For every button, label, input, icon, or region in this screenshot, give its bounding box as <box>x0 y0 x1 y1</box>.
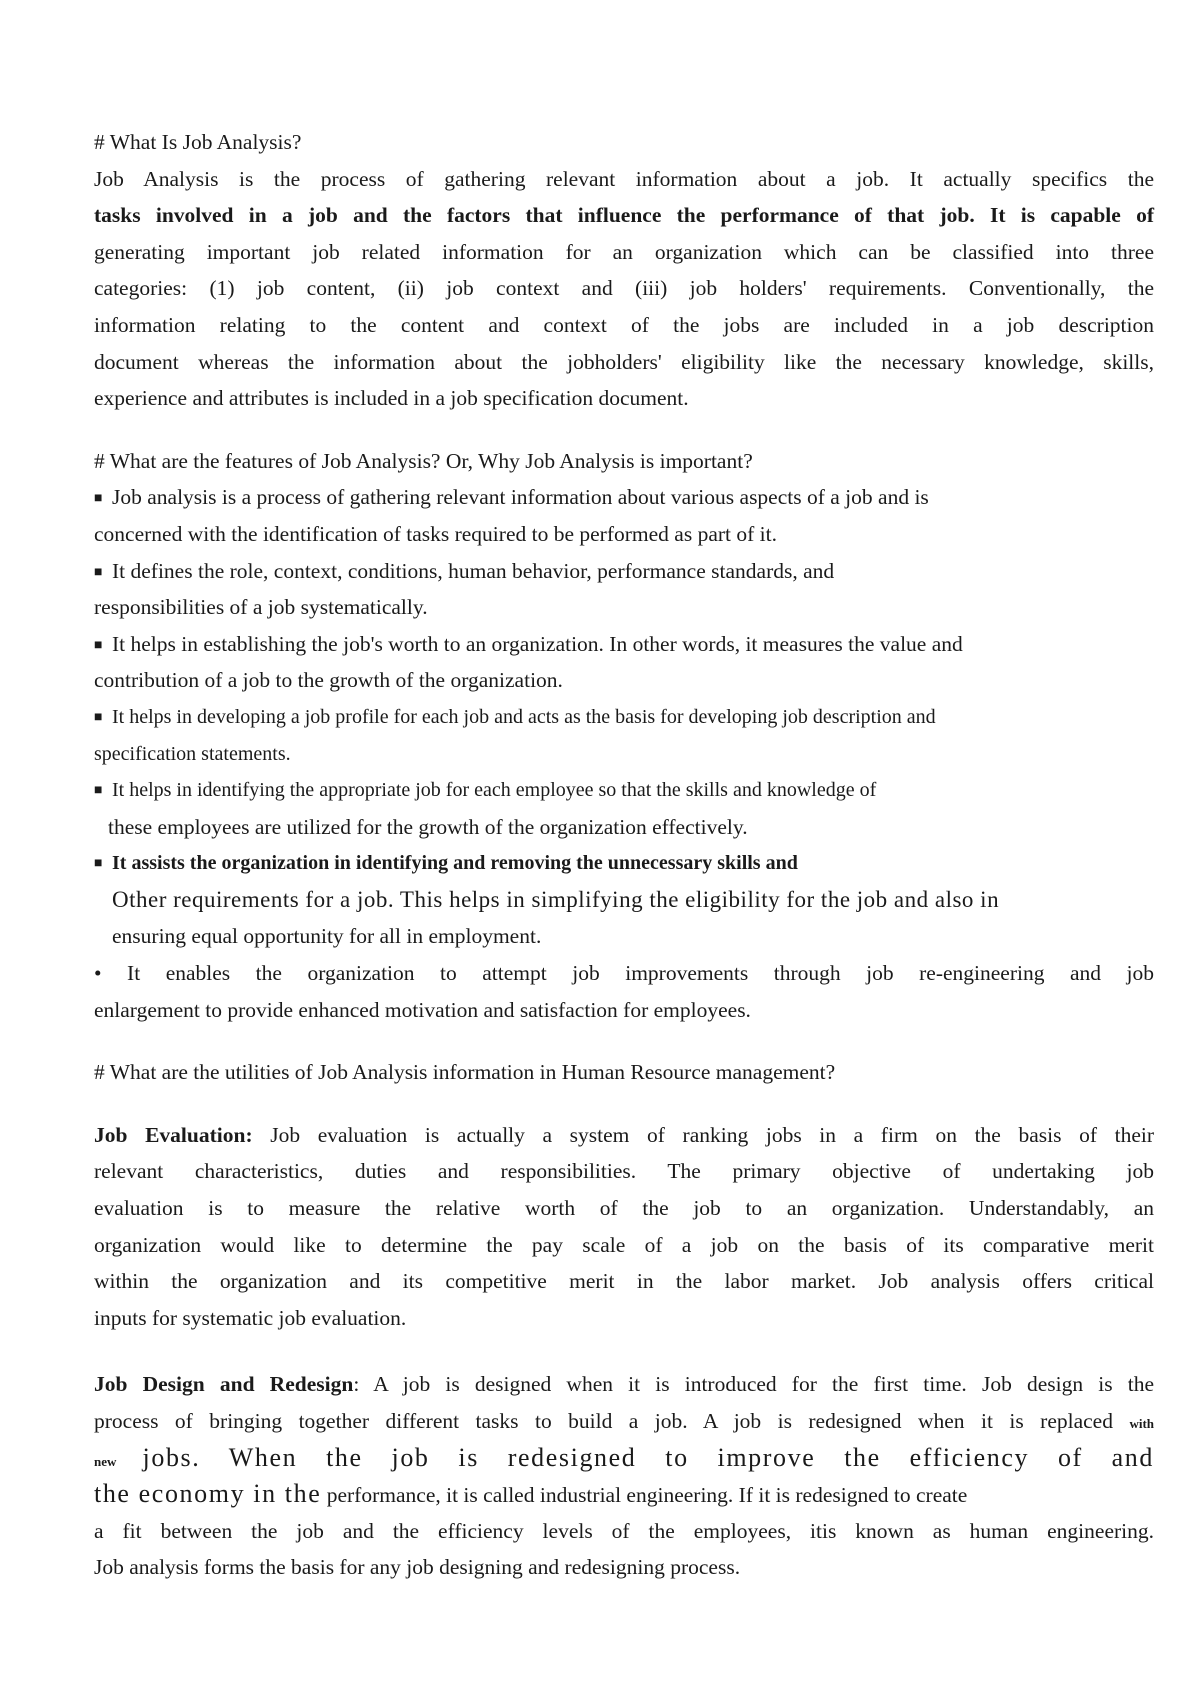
paragraph-line: evaluation is to measure the relative worth of the job to an organization. Understandably, an <box>94 1196 1154 1221</box>
heading-features: # What are the features of Job Analysis? Or, Why Job Analysis is important? <box>94 448 753 473</box>
bullet-item <box>94 845 1154 882</box>
bullet-continuation: concerned with the identification of tasks required to be performed as part of it. <box>94 521 777 546</box>
paragraph-line: Job Analysis is the process of gathering relevant information about a job. It actually specifics the <box>94 166 1154 191</box>
bullet-text: It helps in identifying the appropriate job for each employee so that the skills and knowledge of <box>112 779 877 802</box>
bullet-item <box>94 699 1154 736</box>
heading-what-is: # What Is Job Analysis? <box>94 130 302 154</box>
bullet-continuation: contribution of a job to the growth of the organization. <box>94 668 563 693</box>
bullet-item <box>94 626 1154 663</box>
job-design-wide-text: the economy in the <box>94 1479 322 1509</box>
paragraph-line: categories: (1) job content, (ii) job context and (iii) job holders' requirements. Conventionally, the <box>94 276 1154 301</box>
paragraph-line: experience and attributes is included in a job specification document. <box>94 386 689 411</box>
bullet-text: Job analysis is a process of gathering relevant information about various aspects of a job and is <box>112 485 929 510</box>
paragraph-line: generating important job related information for an organization which can be classified into three <box>94 239 1154 264</box>
bullet-text: It defines the role, context, conditions, human behavior, performance standards, and <box>112 558 835 583</box>
paragraph-line: information relating to the content and context of the jobs are included in a job description <box>94 312 1154 337</box>
bullet-continuation: these employees are utilized for the growth of the organization effectively. <box>108 814 748 839</box>
square-bullet-icon: ■ <box>94 783 103 799</box>
paragraph-line <box>94 1117 1154 1154</box>
paragraph-line <box>94 1403 1154 1440</box>
square-bullet-icon: ■ <box>94 637 103 653</box>
spacer <box>94 417 1154 443</box>
job-design-text: : A job is designed when it is introduced for the first time. Job design is the <box>353 1372 1155 1397</box>
spacer <box>94 1336 1154 1366</box>
paragraph-line: inputs for systematic job evaluation. <box>94 1305 407 1330</box>
bullet-text: It helps in establishing the job's worth to an organization. In other words, it measures the value and <box>112 631 963 656</box>
paragraph-line: document whereas the information about the jobholders' eligibility like the necessary knowledge, skills, <box>94 349 1154 374</box>
paragraph-line: relevant characteristics, duties and responsibilities. The primary objective of undertaking job <box>94 1159 1154 1184</box>
spacer <box>94 1028 1154 1054</box>
spacer <box>94 1091 1154 1117</box>
bullet-continuation: ensuring equal opportunity for all in employment. <box>112 924 542 949</box>
paragraph-line: Job analysis forms the basis for any job designing and redesigning process. <box>94 1555 741 1580</box>
dot-bullet-icon: • <box>94 961 102 986</box>
bullet-item <box>94 955 1154 992</box>
bullet-text: It assists the organization in identifying and removing the unnecessary skills and <box>112 852 798 875</box>
paragraph-line: tasks involved in a job and the factors that influence the performance of that job. It is capable of <box>94 203 1154 228</box>
bullet-item <box>94 772 1154 809</box>
paragraph-line <box>94 1440 1154 1477</box>
bullet-text: It enables the organization to attempt job improvements through job re-engineering and job <box>127 961 1155 986</box>
bullet-continuation: enlargement to provide enhanced motivation and satisfaction for employees. <box>94 997 751 1022</box>
square-bullet-icon: ■ <box>94 856 103 872</box>
paragraph-line <box>94 1476 1154 1513</box>
bullet-continuation: responsibilities of a job systematically. <box>94 595 428 620</box>
bullet-text: It helps in developing a job profile for each job and acts as the basis for developing job description and <box>112 705 936 728</box>
job-design-label: Job Design and Redesign <box>94 1372 354 1397</box>
paragraph-line: organization would like to determine the pay scale of a job on the basis of its comparative merit <box>94 1232 1154 1257</box>
job-design-text: performance, it is called industrial engineering. If it is redesigned to create <box>326 1483 968 1508</box>
bullet-item <box>94 553 1154 590</box>
job-evaluation-label: Job Evaluation: <box>94 1122 253 1147</box>
job-design-small-text: new <box>94 1453 117 1469</box>
paragraph-line: within the organization and its competitive merit in the labor market. Job analysis offers critical <box>94 1269 1154 1294</box>
bullet-item <box>94 479 1154 516</box>
heading-utilities: # What are the utilities of Job Analysis information in Human Resource management? <box>94 1060 836 1085</box>
square-bullet-icon: ■ <box>94 709 103 725</box>
square-bullet-icon: ■ <box>94 491 103 507</box>
bullet-continuation: Other requirements for a job. This helps in simplifying the eligibility for the job and also in <box>112 886 1000 912</box>
job-design-text: process of bringing together different tasks to build a job. A job is redesigned when it is replaced <box>94 1409 1113 1433</box>
job-design-small-text: with <box>1129 1416 1154 1431</box>
square-bullet-icon: ■ <box>94 564 103 580</box>
document-page <box>94 124 1154 1586</box>
bullet-continuation: specification statements. <box>94 742 291 765</box>
job-evaluation-text: Job evaluation is actually a system of ranking jobs in a firm on the basis of their <box>252 1122 1154 1147</box>
paragraph-line: a fit between the job and the efficiency levels of the employees, itis known as human engineering. <box>94 1518 1154 1543</box>
job-design-wide-text: jobs. When the job is redesigned to improve the efficiency of and <box>142 1442 1155 1472</box>
paragraph-line <box>94 1366 1154 1403</box>
